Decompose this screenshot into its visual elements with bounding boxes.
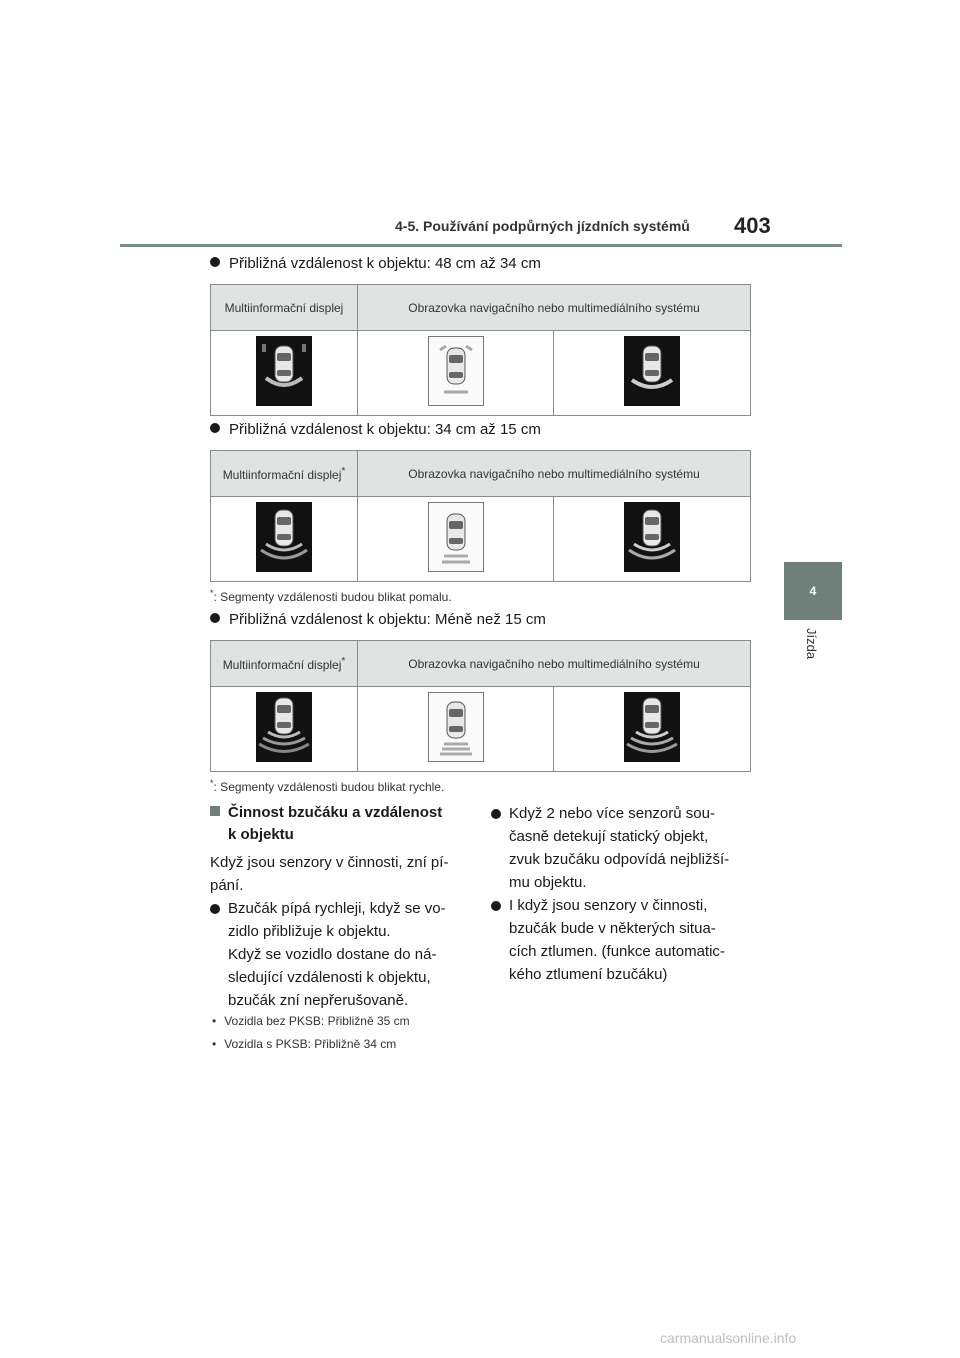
nav-display-cell-a [358, 687, 554, 772]
bullet-dot [210, 257, 220, 267]
heading-line-2: k objektu [228, 826, 294, 843]
distance-table-1 [210, 284, 751, 416]
bullet-line: Když 2 nebo více senzorů sou- [509, 805, 715, 822]
page-number: 403 [734, 213, 771, 238]
running-header: 4-5. Používání podpůrných jízdních systémů [395, 218, 690, 234]
col-header-nav [358, 285, 751, 331]
distance-bullet-text: Přibližná vzdálenost k objektu: 48 cm až 34 cm [229, 255, 541, 272]
footnote-mark: * [210, 778, 214, 788]
mid-display-image [256, 502, 312, 572]
mid-display-cell [211, 331, 358, 416]
footnote-2 [210, 778, 444, 794]
col-header-nav [358, 641, 751, 687]
bullet-line: I když jsou senzory v činnosti, [509, 897, 708, 914]
section-square-icon [210, 806, 220, 816]
distance-bullet-text: Přibližná vzdálenost k objektu: Méně než 15 cm [229, 611, 546, 628]
nav-display-image-b [624, 692, 680, 762]
nav-display-cell-b [554, 687, 751, 772]
bullet-multiple-sensors [491, 802, 729, 894]
distance-bullet-2 [210, 421, 541, 438]
col-header-mid [211, 285, 358, 331]
footnote-mark: * [341, 656, 346, 667]
col-header-mid-text: Multiinformační displej [222, 468, 342, 482]
bullet-line: Když se vozidlo dostane do ná- [228, 946, 437, 963]
intro-line-1: Když jsou senzory v činnosti, zní pí- [210, 854, 449, 871]
distance-table-2 [210, 450, 751, 582]
bullet-dot [491, 809, 501, 819]
footnote-mark: * [210, 588, 214, 598]
distance-bullet-text: Přibližná vzdálenost k objektu: 34 cm až 15 cm [229, 421, 541, 438]
bullet-dot [210, 423, 220, 433]
col-header-nav-text: Obrazovka navigačního nebo multimediálního systému [408, 656, 700, 671]
chapter-tab: 4 [784, 562, 842, 620]
distance-table-3 [210, 640, 751, 772]
mid-display-image [256, 336, 312, 406]
bullet-line: časně detekují statický objekt, [509, 828, 709, 845]
col-header-mid-text: Multiinformační displej [222, 658, 342, 672]
section-heading [210, 802, 480, 846]
footnote-text: : Segmenty vzdálenosti budou blikat pomalu. [213, 590, 452, 604]
mid-display-cell [211, 497, 358, 582]
col-header-mid [211, 641, 358, 687]
mid-display-cell [211, 687, 358, 772]
bullet-line: zvuk bzučáku odpovídá nejbližší- [509, 851, 730, 868]
bullet-auto-mute [491, 894, 725, 986]
sub-item-2: • Vozidla s PKSB: Přibližně 34 cm [212, 1037, 397, 1051]
col-header-nav-text: Obrazovka navigačního nebo multimediálního systému [408, 300, 700, 315]
bullet-line: kého ztlumení bzučáku) [509, 966, 668, 983]
footnote-text: : Segmenty vzdálenosti budou blikat rychle. [213, 780, 445, 794]
header-rule [120, 244, 842, 247]
sub-item-1: • Vozidla bez PKSB: Přibližně 35 cm [212, 1014, 410, 1028]
nav-display-image-a [428, 692, 484, 762]
bullet-line: sledující vzdálenosti k objektu, [228, 969, 431, 986]
watermark: carmanualsonline.info [660, 1330, 797, 1346]
nav-display-cell-b [554, 497, 751, 582]
bullet-dot [491, 901, 501, 911]
bullet-line: bzučák bude v některých situa- [509, 920, 716, 937]
col-header-nav [358, 451, 751, 497]
col-header-mid [211, 451, 358, 497]
footnote-mark: * [341, 466, 346, 477]
nav-display-cell-a [358, 497, 554, 582]
intro-paragraph [210, 851, 448, 897]
nav-display-image-b [624, 336, 680, 406]
bullet-line: mu objektu. [509, 874, 587, 891]
intro-line-2: pání. [210, 877, 244, 894]
col-header-mid-text: Multiinformační displej [224, 300, 344, 315]
bullet-buzzer-faster [210, 897, 446, 1012]
sub-item-text: Vozidla s PKSB: Přibližně 34 cm [224, 1037, 397, 1051]
bullet-dot [210, 904, 220, 914]
bullet-line: bzučák zní nepřerušovaně. [228, 992, 409, 1009]
nav-display-cell-a [358, 331, 554, 416]
nav-display-image-a [428, 502, 484, 572]
heading-line-1: Činnost bzučáku a vzdálenost [228, 804, 443, 821]
bullet-line: cích ztlumen. (funkce automatic- [509, 943, 725, 960]
nav-display-cell-b [554, 331, 751, 416]
chapter-label: Jízda [804, 628, 819, 660]
distance-bullet-1 [210, 255, 541, 272]
sub-item-text: Vozidla bez PKSB: Přibližně 35 cm [224, 1014, 410, 1028]
bullet-line: zidlo přibližuje k objektu. [228, 923, 391, 940]
nav-display-image-a [428, 336, 484, 406]
nav-display-image-b [624, 502, 680, 572]
col-header-nav-text: Obrazovka navigačního nebo multimediálního systému [408, 466, 700, 481]
mid-display-image [256, 692, 312, 762]
footnote-1 [210, 588, 452, 604]
bullet-line: Bzučák pípá rychleji, když se vo- [228, 900, 446, 917]
bullet-dot [210, 613, 220, 623]
distance-bullet-3 [210, 611, 546, 628]
